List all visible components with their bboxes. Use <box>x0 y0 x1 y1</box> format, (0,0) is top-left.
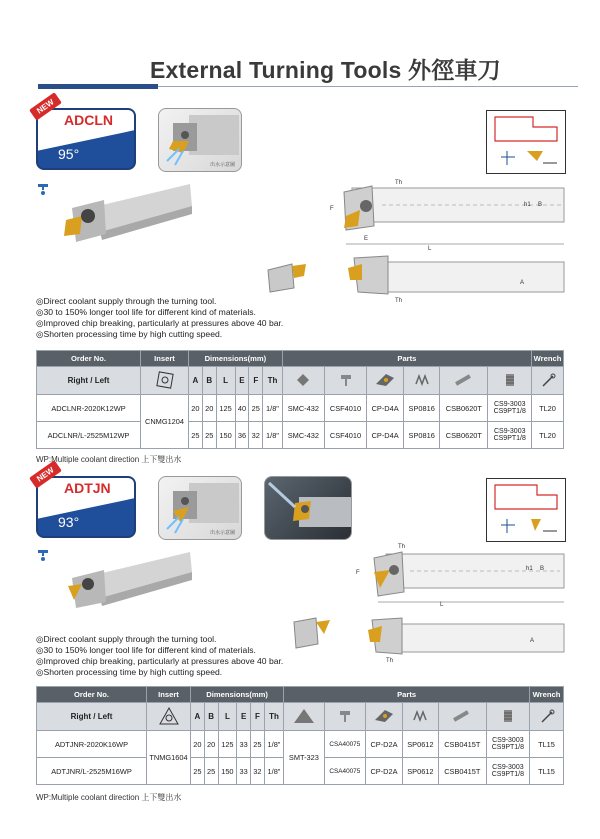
cutting-direction-diagram <box>486 478 566 542</box>
dim-l: 150 <box>218 758 237 785</box>
adcln-technical-drawing <box>262 176 582 304</box>
clamp-icon <box>367 367 404 395</box>
part-screw: CSF4010 <box>324 395 366 422</box>
wrench-icon <box>530 703 564 731</box>
adtjn-badge <box>35 465 136 538</box>
dim-header: A <box>189 367 203 395</box>
col-dimensions: Dimensions(mm) <box>189 351 283 367</box>
coolant-icon <box>36 546 54 565</box>
table-row <box>37 731 564 758</box>
svg-text:L: L <box>440 602 444 608</box>
part-shim: SMT-323 <box>284 731 324 785</box>
dim-header: A <box>191 703 205 731</box>
svg-text:B: B <box>540 566 545 572</box>
dim-a: 20 <box>191 731 205 758</box>
part-spring: SP0816 <box>404 395 440 422</box>
svg-text:h1: h1 <box>526 566 533 572</box>
adcln-spec-table <box>36 350 564 449</box>
new-tag: NEW <box>29 460 62 488</box>
dim-th: 1/8" <box>264 758 283 785</box>
machining-photo <box>264 476 352 540</box>
order-no: ADTJNR/L-2525M16WP <box>37 758 147 785</box>
wrench-code: TL20 <box>532 422 564 449</box>
svg-text:Th: Th <box>398 544 406 550</box>
part-clamp: CP-D2A <box>366 731 403 758</box>
dim-a: 25 <box>189 422 203 449</box>
insert-code: CNMG1204 <box>141 395 189 449</box>
svg-text:B: B <box>538 202 543 208</box>
part-spring: SP0612 <box>402 758 438 785</box>
col-parts: Parts <box>284 687 530 703</box>
order-no: ADCLNR/L-2525M12WP <box>37 422 141 449</box>
dim-b: 25 <box>202 422 216 449</box>
dim-header: Th <box>263 367 283 395</box>
svg-text:E: E <box>364 236 369 242</box>
dim-a: 25 <box>191 758 205 785</box>
table-row <box>37 422 564 449</box>
feature-item: ◎Improved chip breaking, particularly at pressures above 40 bar. <box>36 656 284 666</box>
svg-text:F: F <box>356 570 360 576</box>
adcln-tool-image <box>58 180 198 250</box>
dim-f: 25 <box>251 731 265 758</box>
model-name: ADTJN <box>64 480 111 496</box>
col-dimensions: Dimensions(mm) <box>191 687 284 703</box>
wrench-icon <box>532 367 564 395</box>
approach-angle: 93° <box>58 514 80 530</box>
dim-header: E <box>235 367 249 395</box>
coolant-photo <box>158 476 242 540</box>
col-order-no: Order No. <box>37 351 141 367</box>
wp-note: WP:Multiple coolant direction 上下雙出水 <box>36 455 182 464</box>
part-screw: CSA40075 <box>324 731 366 758</box>
dim-header: E <box>237 703 251 731</box>
dim-l: 125 <box>216 395 235 422</box>
part-spring: SP0612 <box>402 731 438 758</box>
adtjn-tool-image <box>60 550 200 616</box>
dim-f: 32 <box>249 422 263 449</box>
photo-caption: 出水示意圖 <box>209 162 235 168</box>
feature-item: ◎30 to 150% longer tool life for different kind of materials. <box>36 645 256 655</box>
part-shim: SMC-432 <box>282 422 324 449</box>
spring-icon <box>404 367 440 395</box>
order-no: ADCLNR-2020K12WP <box>37 395 141 422</box>
col-parts: Parts <box>282 351 531 367</box>
dim-header: F <box>249 367 263 395</box>
screw-icon <box>324 367 366 395</box>
insert-icon <box>147 703 191 731</box>
model-name: ADCLN <box>64 112 113 128</box>
feature-item: ◎Improved chip breaking, particularly at pressures above 40 bar. <box>36 318 284 328</box>
feature-item: ◎Direct coolant supply through the turning tool. <box>36 296 217 306</box>
dim-a: 20 <box>189 395 203 422</box>
svg-text:h1: h1 <box>524 202 531 208</box>
col-insert: Insert <box>147 687 191 703</box>
clamp-icon <box>366 703 403 731</box>
order-no: ADTJNR-2020K16WP <box>37 731 147 758</box>
part-screw: CSA40075 <box>324 758 366 785</box>
part-clamp: CP-D4A <box>367 422 404 449</box>
wrench-code: TL15 <box>530 731 564 758</box>
dim-header: F <box>251 703 265 731</box>
feature-item: ◎Shorten processing time by high cutting speed. <box>36 329 223 339</box>
bolt-icon <box>438 703 486 731</box>
dim-th: 1/8" <box>263 395 283 422</box>
dim-header: L <box>218 703 237 731</box>
cutting-direction-diagram <box>486 110 566 174</box>
dim-b: 20 <box>204 731 218 758</box>
dim-th: 1/8" <box>264 731 283 758</box>
part-coolant-plug: CS9-3003 CS9PT1/8 <box>486 731 529 758</box>
part-spring: SP0816 <box>404 422 440 449</box>
svg-text:F: F <box>330 206 334 212</box>
adcln-badge <box>35 97 136 170</box>
part-shim: SMC-432 <box>282 395 324 422</box>
part-coolant-plug: CS9-3003 CS9PT1/8 <box>488 422 532 449</box>
adtjn-spec-table <box>36 686 564 785</box>
svg-text:A: A <box>520 280 525 286</box>
wrench-code: TL15 <box>530 758 564 785</box>
dim-header: B <box>204 703 218 731</box>
part-coolant-plug: CS9-3003 CS9PT1/8 <box>488 395 532 422</box>
spring-icon <box>402 703 438 731</box>
dim-e: 40 <box>235 395 249 422</box>
bolt-icon <box>440 367 488 395</box>
adcln-feature-list <box>36 296 283 340</box>
part-coolant-plug: CS9-3003 CS9PT1/8 <box>486 758 529 785</box>
dim-f: 25 <box>249 395 263 422</box>
insert-icon <box>141 367 189 395</box>
dim-e: 33 <box>237 758 251 785</box>
screw-icon <box>324 703 366 731</box>
dim-header: L <box>216 367 235 395</box>
col-right-left: Right / Left <box>37 367 141 395</box>
wrench-code: TL20 <box>532 395 564 422</box>
dim-l: 125 <box>218 731 237 758</box>
dim-header: Th <box>264 703 283 731</box>
dim-e: 33 <box>237 731 251 758</box>
shim-icon <box>282 367 324 395</box>
feature-item: ◎Direct coolant supply through the turning tool. <box>36 634 217 644</box>
part-clamp: CP-D4A <box>367 395 404 422</box>
part-bolt: CSB0620T <box>440 422 488 449</box>
col-wrench: Wrench <box>530 687 564 703</box>
svg-text:Th: Th <box>395 180 403 186</box>
dim-header: B <box>202 367 216 395</box>
approach-angle: 95° <box>58 146 80 162</box>
page-title: External Turning Tools 外徑車刀 <box>150 57 501 83</box>
adtjn-technical-drawing <box>290 540 582 664</box>
dim-b: 25 <box>204 758 218 785</box>
coolant-photo <box>158 108 242 172</box>
part-screw: CSF4010 <box>324 422 366 449</box>
coolant-plug-icon <box>486 703 529 731</box>
col-order-no: Order No. <box>37 687 147 703</box>
dim-f: 32 <box>251 758 265 785</box>
feature-item: ◎30 to 150% longer tool life for different kind of materials. <box>36 307 256 317</box>
part-bolt: CSB0415T <box>438 758 486 785</box>
coolant-plug-icon <box>488 367 532 395</box>
svg-text:Th: Th <box>395 298 403 304</box>
svg-text:Th: Th <box>386 658 394 664</box>
coolant-icon <box>36 180 54 199</box>
svg-text:A: A <box>530 638 535 644</box>
dim-b: 20 <box>202 395 216 422</box>
title-rule <box>38 86 578 87</box>
feature-item: ◎Shorten processing time by high cutting speed. <box>36 667 223 677</box>
col-right-left: Right / Left <box>37 703 147 731</box>
shim-icon <box>284 703 324 731</box>
dim-th: 1/8" <box>263 422 283 449</box>
table-row <box>37 395 564 422</box>
part-clamp: CP-D2A <box>366 758 403 785</box>
adtjn-feature-list <box>36 634 283 678</box>
new-tag: NEW <box>29 92 62 120</box>
part-bolt: CSB0620T <box>440 395 488 422</box>
photo-caption: 出水示意圖 <box>209 530 235 536</box>
col-insert: Insert <box>141 351 189 367</box>
svg-text:L: L <box>428 246 432 252</box>
dim-e: 36 <box>235 422 249 449</box>
part-bolt: CSB0415T <box>438 731 486 758</box>
insert-code: TNMG1604 <box>147 731 191 785</box>
col-wrench: Wrench <box>532 351 564 367</box>
dim-l: 150 <box>216 422 235 449</box>
wp-note: WP:Multiple coolant direction 上下雙出水 <box>36 793 182 802</box>
